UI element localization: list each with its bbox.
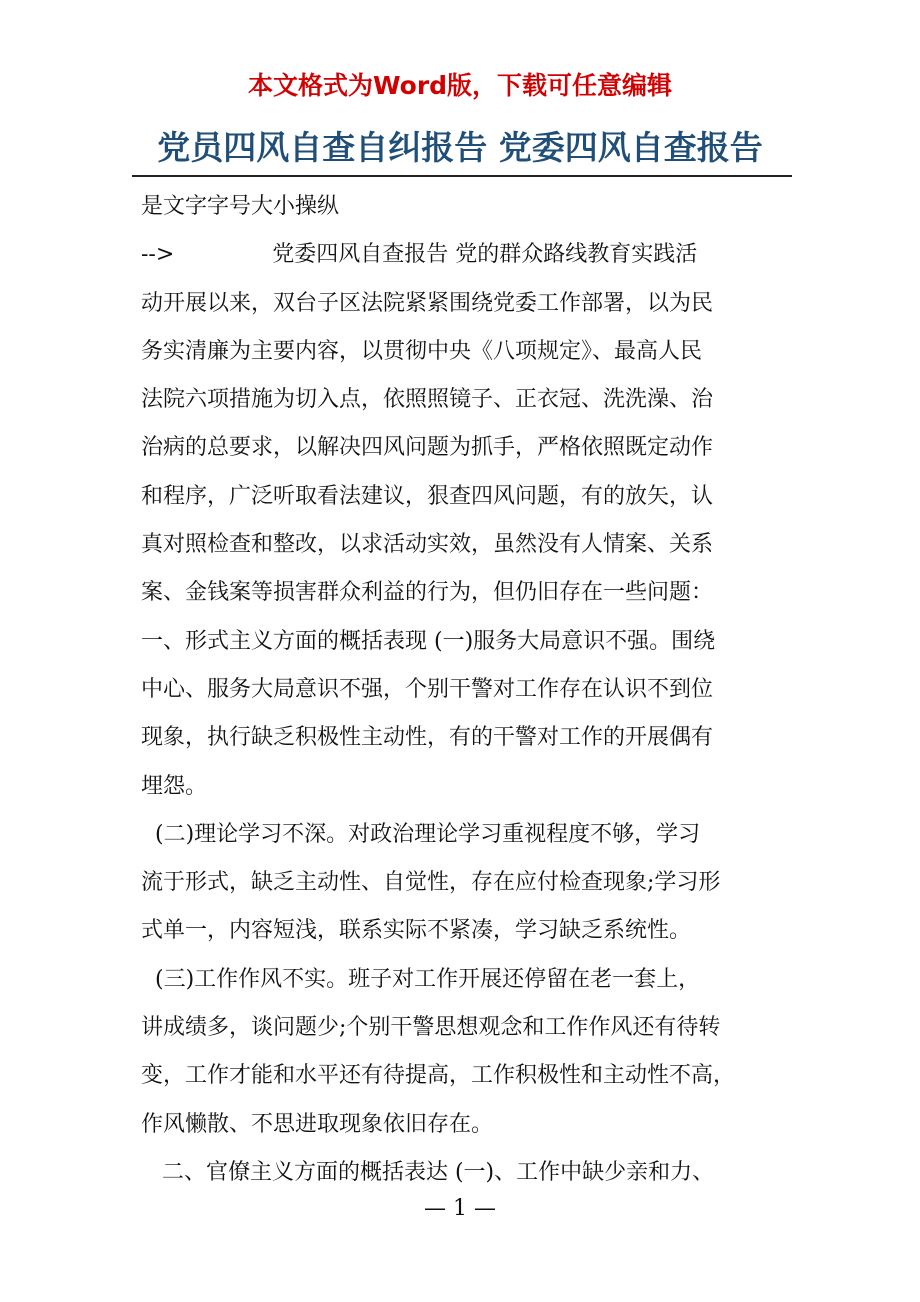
body-line xyxy=(141,907,801,955)
body-line-text: 式单一，内容短浅，联系实际不紧凑，学习缺乏系统性。 xyxy=(141,918,692,944)
body-line-text: 二、官僚主义方面的概括表达 (一)、工作中缺少亲和力、 xyxy=(141,1159,715,1185)
document-body xyxy=(141,183,801,1197)
body-line-text: 一、形式主义方面的概括表现 (一)服务大局意识不强。围绕 xyxy=(141,628,716,654)
body-line xyxy=(141,328,801,376)
body-line-text: 是文字字号大小操纵 xyxy=(141,194,340,219)
body-line-text: 和程序，广泛听取看法建议，狠查四风问题，有的放矢，认 xyxy=(141,483,714,509)
body-line-text: 治病的总要求，以解决四风问题为抓手，严格依照既定动作 xyxy=(141,435,714,461)
body-line xyxy=(141,956,801,1004)
body-line-text: 作风懒散、不思进取现象依旧存在。 xyxy=(141,1111,494,1137)
body-line-text: 流于形式，缺乏主动性、自觉性，存在应付检查现象;学习形 xyxy=(141,870,721,896)
title-divider xyxy=(132,175,792,177)
body-line-text: 现象，执行缺乏积极性主动性，有的干警对工作的开展偶有 xyxy=(141,725,714,751)
body-line-text: (三)工作作风不实。班子对工作开展还停留在老一套上， xyxy=(141,966,701,992)
page-number: — 1 — xyxy=(424,1196,496,1221)
body-line xyxy=(141,473,801,521)
body-line-text: 变，工作才能和水平还有待提高，工作积极性和主动性不高， xyxy=(141,1063,736,1089)
body-line-text: 中心、服务大局意识不强，个别干警对工作存在认识不到位 xyxy=(141,676,714,702)
body-line xyxy=(141,1052,801,1100)
body-line xyxy=(141,280,801,328)
page-title: 党员四风自查自纠报告 党委四风自查报告 xyxy=(157,128,763,167)
body-line xyxy=(141,618,801,666)
download-banner: 本文格式为Word版，下载可任意编辑 xyxy=(247,71,673,100)
body-line-text: 务实清廉为主要内容，以贯彻中央《八项规定》、最高人民 xyxy=(141,338,703,364)
body-line xyxy=(141,859,801,907)
body-line xyxy=(141,763,801,811)
body-line xyxy=(141,666,801,714)
body-line-text: --> 党委四风自查报告 党的群众路线教育实践活 xyxy=(141,242,698,268)
body-line xyxy=(141,376,801,424)
body-line xyxy=(141,714,801,762)
body-line-text: 法院六项措施为切入点，依照照镜子、正衣冠、洗洗澡、治 xyxy=(141,387,714,413)
body-line xyxy=(141,569,801,617)
body-line xyxy=(141,521,801,569)
body-line-text: (二)理论学习不深。对政治理论学习重视程度不够，学习 xyxy=(141,821,701,847)
body-line xyxy=(141,1101,801,1149)
body-line xyxy=(141,424,801,472)
body-line-text: 动开展以来，双台子区法院紧紧围绕党委工作部署，以为民 xyxy=(141,290,714,316)
body-line xyxy=(141,1004,801,1052)
body-line xyxy=(141,231,801,279)
body-line-text: 讲成绩多，谈问题少;个别干警思想观念和工作作风还有待转 xyxy=(141,1015,721,1041)
body-line xyxy=(141,811,801,859)
body-line-text: 埋怨。 xyxy=(141,773,208,799)
body-line-text: 案、金钱案等损害群众利益的行为，但仍旧存在一些问题： xyxy=(141,580,714,606)
body-line xyxy=(141,183,801,231)
body-line-text: 真对照检查和整改，以求活动实效，虽然没有人情案、关系 xyxy=(141,532,714,558)
body-line xyxy=(141,1149,801,1197)
